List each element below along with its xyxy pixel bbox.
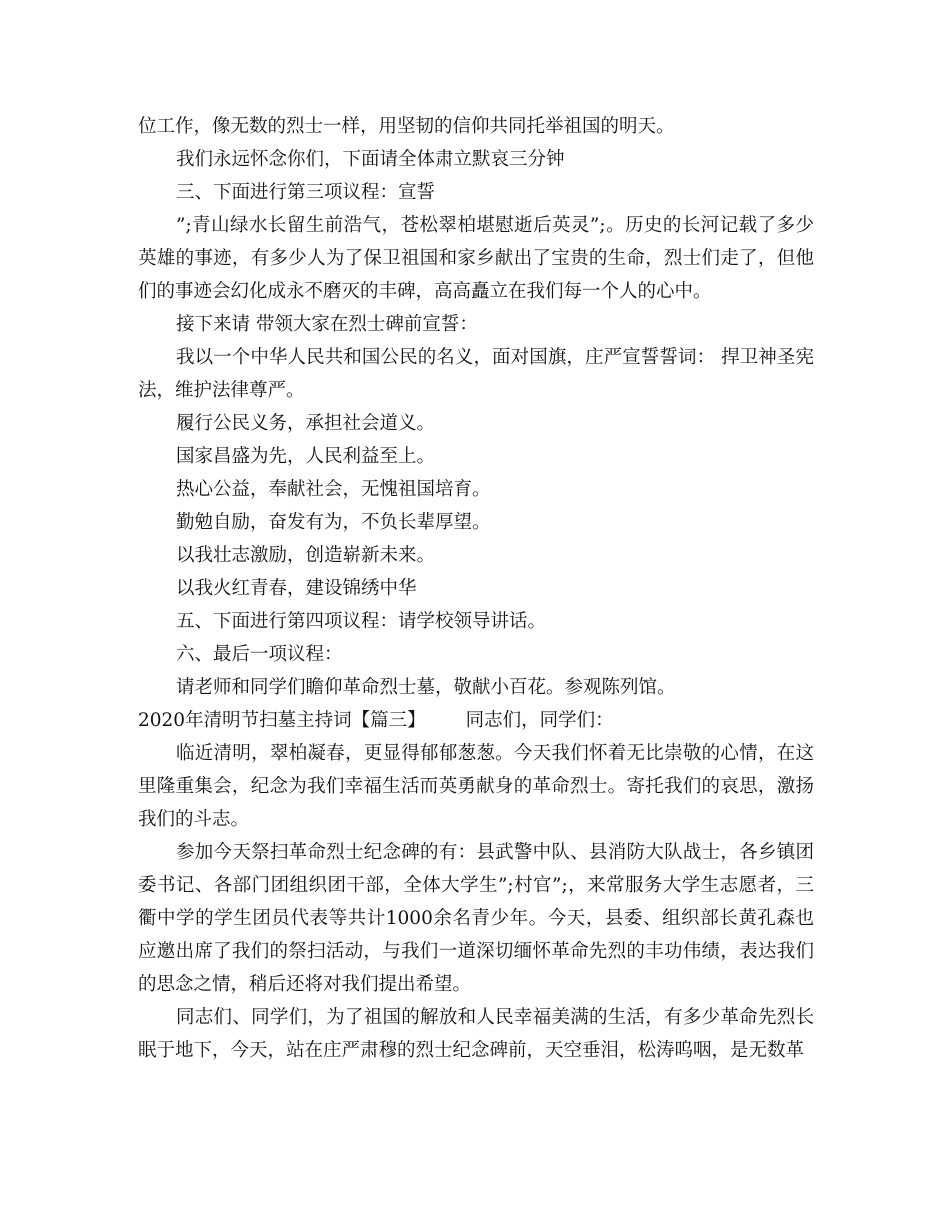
paragraph: 三、下面进行第三项议程：宣誓 — [176, 182, 436, 203]
paragraph: 履行公民义务，承担社会道义。 — [176, 413, 436, 434]
paragraph: 国家昌盛为先，人民利益至上。 — [176, 446, 436, 467]
paragraph: 勤勉自励，奋发有为，不负长辈厚望。 — [176, 512, 491, 533]
greeting: 同志们，同学们： — [465, 710, 614, 731]
paragraph: 以我壮志激励，创造崭新未来。 — [176, 545, 436, 566]
section-heading-line — [138, 704, 814, 737]
section-title: 2020年清明节扫墓主持词【篇三】 — [138, 710, 426, 731]
paragraph: ”;青山绿水长留生前浩气，苍松翠柏堪慰逝后英灵”;。历史的长河记载了多少英雄的事迹，有多少人为了保卫祖国和家乡献出了宝贵的生命，烈士们走了，但他们的事迹会幻化成永不磨灭的丰碑，高高矗立在我们每一个人的心中。 — [138, 215, 814, 302]
paragraph: 参加今天祭扫革命烈士纪念碑的有：县武警中队、县消防大队战士，各乡镇团委书记、各部门团组织团干部，全体大学生”;村官”;，来常服务大学生志愿者，三衢中学的学生团员代表等共计1000余名青少年。今天，县委、组织部长黄孔森也应邀出席了我们的祭扫活动，与我们一道深切缅怀革命先烈的丰功伟绩，表达我们的思念之情，稍后还将对我们提出希望。 — [138, 842, 814, 995]
paragraph: 位工作，像无数的烈士一样，用坚韧的信仰共同托举祖国的明天。 — [138, 116, 675, 137]
paragraph: 临近清明，翠柏凝春，更显得郁郁葱葱。今天我们怀着无比崇敬的心情，在这里隆重集会，纪念为我们幸福生活而英勇献身的革命烈士。寄托我们的哀思，激扬我们的斗志。 — [138, 743, 814, 830]
document-body — [138, 110, 814, 1067]
paragraph: 五、下面进行第四项议程：请学校领导讲话。 — [176, 611, 547, 632]
paragraph: 同志们、同学们，为了祖国的解放和人民幸福美满的生活，有多少革命先烈长眠于地下，今天，站在庄严肃穆的烈士纪念碑前，天空垂泪，松涛呜咽，是无数革 — [138, 1007, 814, 1061]
paragraph: 以我火红青春，建设锦绣中华 — [176, 578, 417, 599]
paragraph: 我以一个中华人民共和国公民的名义，面对国旗，庄严宣誓誓词： 捍卫神圣宪法，维护法律尊严。 — [138, 347, 814, 401]
paragraph: 热心公益，奉献社会，无愧祖国培育。 — [176, 479, 491, 500]
paragraph: 接下来请 带领大家在烈士碑前宣誓： — [176, 314, 478, 335]
paragraph: 六、最后一项议程： — [176, 644, 343, 665]
paragraph: 请老师和同学们瞻仰革命烈士墓，敬献小百花。参观陈列馆。 — [176, 677, 676, 698]
paragraph: 我们永远怀念你们，下面请全体肃立默哀三分钟 — [176, 149, 565, 170]
